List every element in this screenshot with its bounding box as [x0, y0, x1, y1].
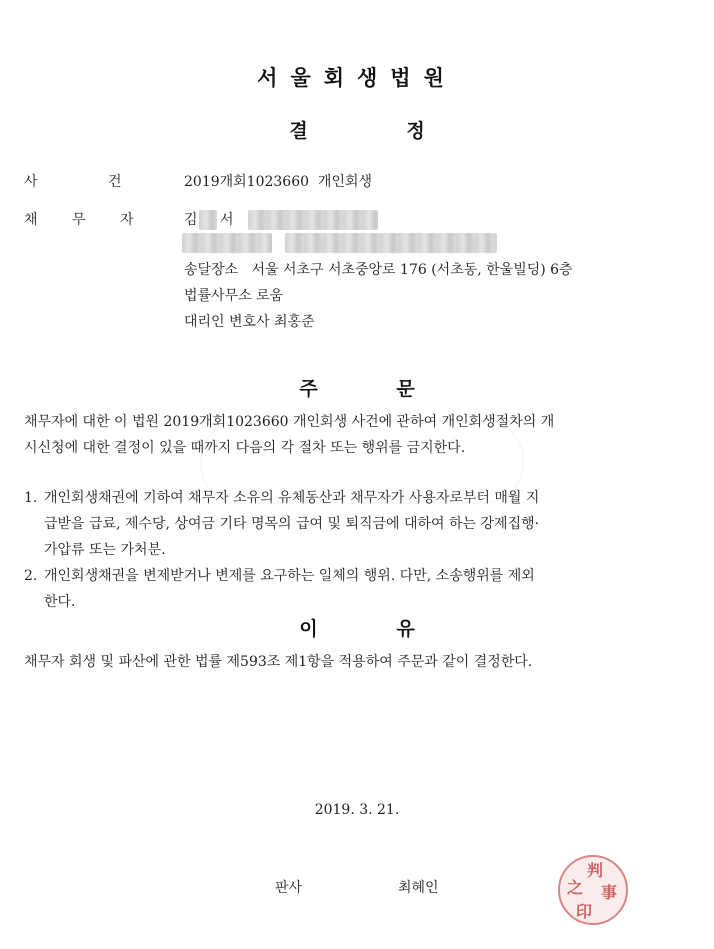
law-office: 법률사무소 로움 [184, 288, 284, 304]
court-seal: 判 事 之 印 [558, 855, 628, 925]
redacted-id [248, 210, 378, 230]
document-title-char: 결 [289, 120, 308, 142]
case-label: 사 [24, 174, 38, 190]
order-item-line: 한다. [44, 594, 76, 610]
document-title [0, 116, 714, 143]
judge-name: 최혜인 [398, 880, 439, 896]
order-item-line: 급받을 급료, 제수당, 상여금 기타 명목의 급여 및 퇴직금에 대하여 하는 강제집행· [44, 516, 540, 532]
order-item-line: 개인회생채권에 기하여 채무자 소유의 유체동산과 채무자가 사용자로부터 매월 지 [44, 490, 540, 506]
reason-text: 채무자 회생 및 파산에 관한 법률 제593조 제1항을 적용하여 주문과 같이 결정한다. [24, 654, 533, 670]
service-address: 송달장소 서울 서초구 서초중앙로 176 (서초동, 한울빌딩) 6층 [184, 262, 573, 278]
debtor-name-prefix: 김 [184, 212, 198, 228]
decision-date: 2019. 3. 21. [314, 802, 400, 818]
debtor-name-suffix: 서 [220, 212, 234, 228]
case-number: 2019개회1023660 개인회생 [184, 174, 373, 190]
order-heading: 주 문 [299, 378, 415, 400]
order-intro-line: 시신청에 대한 결정이 있을 때까지 다음의 각 절차 또는 행위를 금지한다. [24, 440, 466, 456]
order-item-number: 2. [24, 568, 38, 584]
case-label-2: 건 [108, 174, 122, 190]
reason-heading: 이 유 [299, 618, 415, 640]
judge-title: 판사 [275, 880, 303, 896]
debtor-label: 채 무 자 [24, 212, 134, 228]
court-name: 서울회생법원 [257, 66, 457, 90]
order-intro-line: 채무자에 대한 이 법원 2019개회1023660 개인회생 사건에 관하여 개인회생절차의 개 [24, 414, 555, 430]
order-item-number: 1. [24, 490, 38, 506]
redacted-address-part [182, 233, 272, 253]
order-item-line: 개인회생채권을 변제받거나 변제를 요구하는 일체의 행위. 다만, 소송행위를 제외 [44, 568, 535, 584]
order-item-line: 가압류 또는 가처분. [44, 542, 166, 558]
redacted-name [199, 210, 217, 230]
attorney: 대리인 변호사 최홍준 [184, 314, 315, 330]
redacted-address [285, 233, 497, 253]
document-title-char: 정 [406, 120, 425, 142]
